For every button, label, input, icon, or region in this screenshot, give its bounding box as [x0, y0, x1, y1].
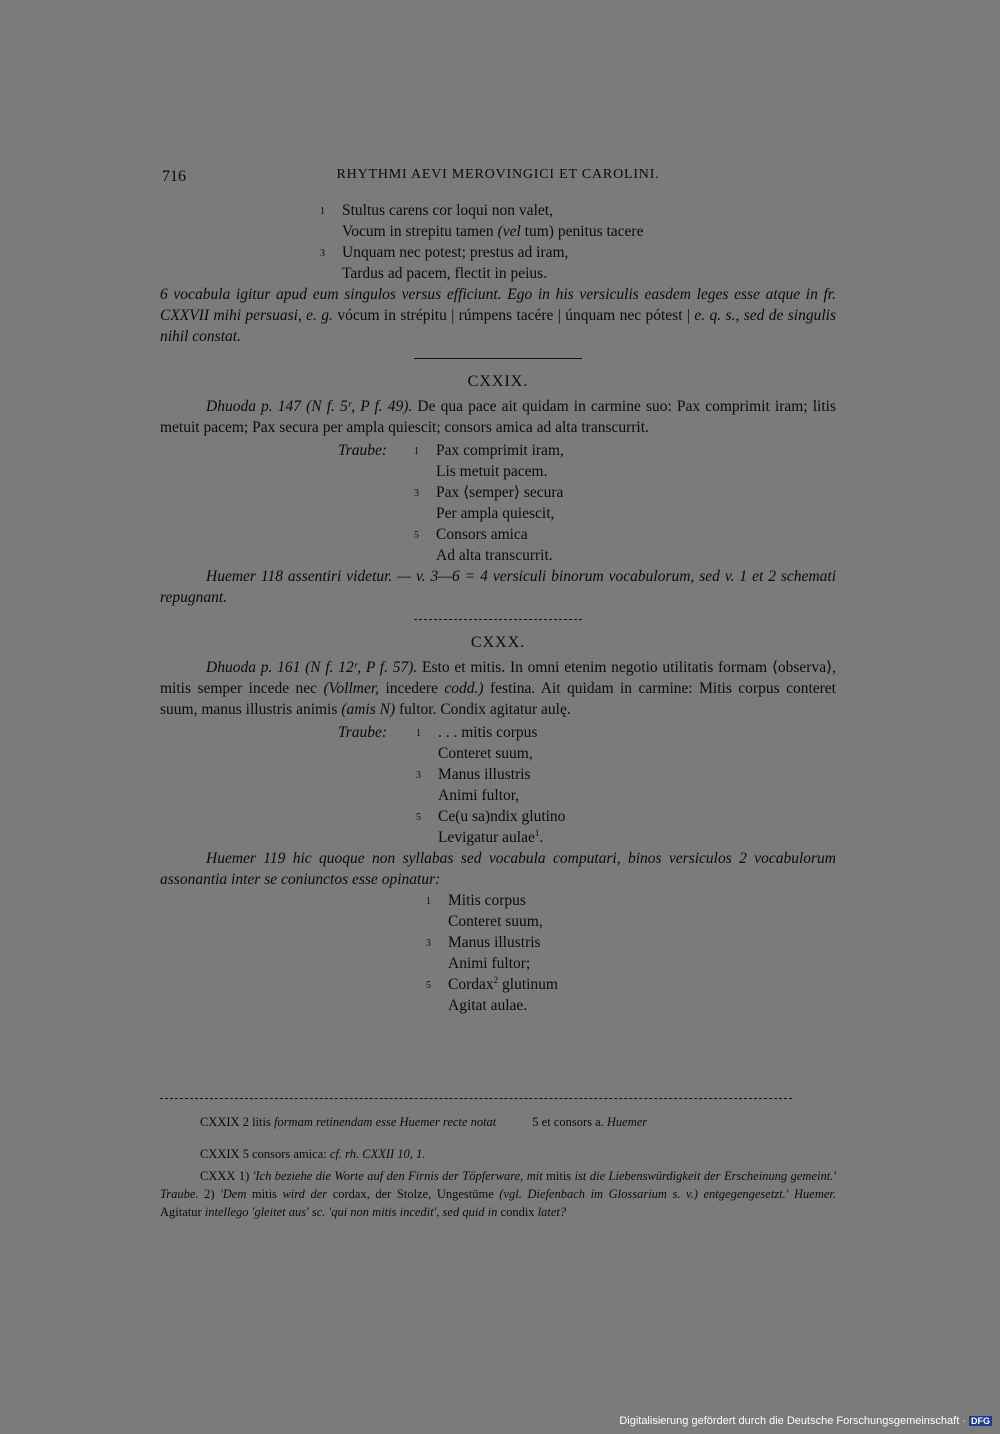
verse-line: 5 Consors amica	[414, 526, 528, 543]
footnotes	[160, 1098, 836, 1221]
verse-line: 3 Pax ⟨semper⟩ secura	[414, 484, 564, 501]
verse-line: 3 Manus illustris	[426, 934, 541, 951]
page-number: 716	[162, 168, 186, 185]
top-note: 6 vocabula igitur apud eum singulos versus efficiunt. Ego in his versiculis easdem leges esse atque in fr. CXXVII mihi persuasi, e. g. vócum in strépitu | rúmpens tacére | únquam nec pótest | e. q. s., sed de singulis nihil constat.	[160, 286, 836, 345]
verse-line: Animi fultor;	[448, 955, 531, 972]
huemer-verse	[426, 890, 836, 1016]
dfg-logo: DFG	[971, 1416, 990, 1426]
cxxix-traube-block	[160, 440, 836, 566]
verse-line: Conteret suum,	[448, 913, 543, 930]
verse-line: 5 Cordax$^2$ glutinum	[426, 974, 558, 993]
verse-line: Animi fultor,	[438, 787, 520, 804]
section-divider	[414, 619, 582, 620]
verse-line: 1 . . . mitis corpus	[416, 724, 538, 741]
verse-line: Agitat aulae.	[448, 997, 528, 1014]
top-verse	[320, 200, 836, 284]
verse-line: Conteret suum,	[438, 745, 533, 762]
verse-line: 1 Stultus carens cor loqui non valet,	[320, 202, 553, 219]
verse-line: 1 Mitis corpus	[426, 892, 526, 909]
dfg-credit: Digitalisierung gefördert durch die Deutsche Forschungsgemeinschaft · DFG	[619, 1415, 990, 1427]
cxxx-note: Huemer 119 hic quoque non syllabas sed vocabula computari, binos versiculos 2 vocabulorum assonantia inter se coniunctos esse opinatur:	[160, 850, 836, 888]
verse-line: Lis metuit pacem.	[436, 463, 548, 480]
cxxx-verse	[416, 722, 836, 848]
verse-line: Ad alta transcurrit.	[436, 547, 553, 564]
running-title: RHYTHMI AEVI MEROVINGICI ET CAROLINI.	[336, 167, 660, 182]
cxxix-note: Huemer 118 assentiri videtur. — v. 3—6 = 4 versiculi binorum vocabulorum, sed v. 1 et 2 schemati repugnant.	[160, 568, 836, 606]
verse-line: 1 Pax comprimit iram,	[414, 442, 564, 459]
verse-line: 5 Ce(u sa)ndix glutino	[416, 808, 566, 825]
traube-label: Traube:	[338, 442, 388, 459]
apparatus-line: CXXIX 5 consors amica: cf. rh. CXXII 10, 1.	[200, 1147, 426, 1161]
cxxix-verse	[414, 440, 836, 566]
section-title-cxxx: CXXX.	[470, 634, 526, 651]
verse-line: 3 Manus illustris	[416, 766, 531, 783]
verse-line: Tardus ad pacem, flectit in peius.	[342, 265, 548, 282]
apparatus-line: CXXIX 2 litis formam retinendam esse Huemer recte notat 5 et consors a. Huemer	[200, 1115, 648, 1129]
section-divider	[414, 358, 582, 359]
page-body	[160, 160, 836, 1016]
verse-line: 3 Unquam nec potest; prestus ad iram,	[320, 244, 569, 261]
section-title-cxxix: CXXIX.	[467, 373, 529, 390]
traube-label: Traube:	[338, 724, 388, 741]
cxxix-intro: Dhuoda p. 147 (N f. 5ʳ, P f. 49). De qua pace ait quidam in carmine suo: Pax comprimit iram; litis metuit pacem; Pax secura per ampla quiescit; consors amica ad alta transcurrit.	[160, 398, 836, 436]
verse-line: Levigatur aulae$^1$.	[438, 827, 544, 846]
verse-line: Vocum in strepitu tamen (vel tum) penitus tacere	[342, 223, 644, 240]
running-head	[160, 160, 836, 186]
cxxx-intro: Dhuoda p. 161 (N f. 12ʳ, P f. 57). Esto et mitis. In omni etenim negotio utilitatis formam ⟨observa⟩, mitis semper incede nec (Vollmer, incedere codd.) festina. Ait quidam in carmine: Mitis corpus conteret suum, manus illustris animis (amis N) fultor. Condix agitatur aulę.	[160, 659, 836, 718]
cxxx-traube-block	[160, 722, 836, 848]
footnote-text: CXXX 1) 'Ich beziehe die Worte auf den Firnis der Töpferware, mit mitis ist die Liebenswürdigkeit der Erscheinung gemeint.' Traube. 2) 'Dem mitis wird der cordax, der Stolze, Ungestüme (vgl. Diefenbach im Glossarium s. v.) entgegengesetzt.' Huemer. Agitatur intellego 'gleitet aus' sc. 'qui non mitis incedit', sed quid in condix latet?	[160, 1169, 836, 1219]
verse-line: Per ampla quiescit,	[436, 505, 555, 522]
footnote-rule	[160, 1098, 792, 1099]
